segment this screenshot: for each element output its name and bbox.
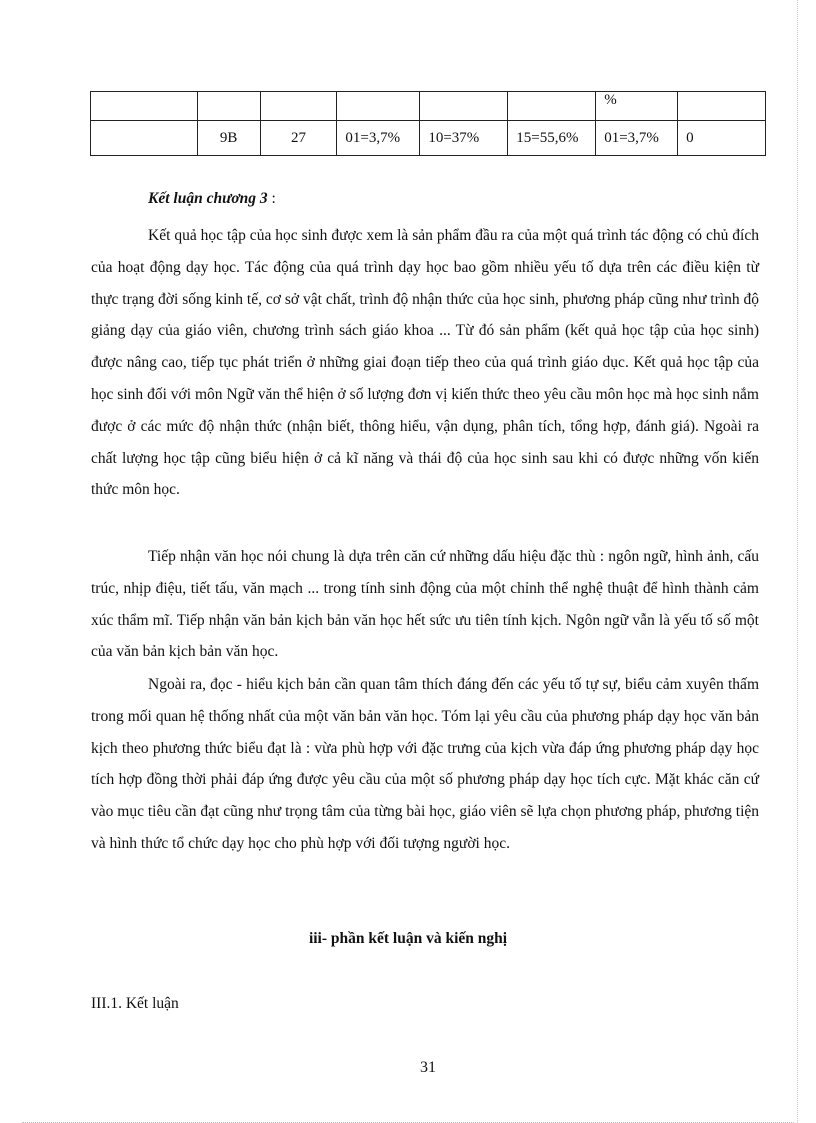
table-cell xyxy=(91,121,198,156)
results-table xyxy=(90,91,766,156)
table-cell: 01=3,7% xyxy=(596,121,678,156)
table-cell xyxy=(91,92,198,121)
paragraph-block xyxy=(91,541,759,668)
page-number: 31 xyxy=(420,1059,436,1076)
table-cell xyxy=(197,92,260,121)
table-cell xyxy=(337,92,420,121)
paragraph: Ngoài ra, đọc - hiểu kịch bản cần quan tâm thích đáng đến các yếu tố tự sự, biểu cảm xuyên thấm trong mối quan hệ thống nhất của một văn bản văn học. Tóm lại yêu cầu của phương pháp dạy học văn bản kịch theo phương thức biểu đạt là : vừa phù hợp với đặc trưng của kịch vừa đáp ứng phương pháp dạy học tích hợp đồng thời phải đáp ứng được yêu cầu của một số phương pháp dạy học tích cực. Mặt khác căn cứ vào mục tiêu cần đạt cũng như trọng tâm của từng bài học, giáo viên sẽ lựa chọn phương pháp, phương tiện và hình thức tổ chức dạy học cho phù hợp với đối tượng người học. xyxy=(91,676,759,852)
page-edge-right xyxy=(797,0,798,1123)
subsection-title: III.1. Kết luận xyxy=(91,995,179,1012)
paragraph: Kết quả học tập của học sinh được xem là sản phẩm đầu ra của một quá trình tác động có chủ đích của hoạt động dạy học. Tác động của quá trình dạy học bao gồm nhiều yếu tố dựa trên các điều kiện từ thực trạng đời sống kinh tế, cơ sở vật chất, trình độ nhận thức của học sinh, phương pháp cũng như trình độ giảng dạy của giáo viên, chương trình sách giáo khoa ... Từ đó sản phẩm (kết quả học tập của học sinh) được nâng cao, tiếp tục phát triển ở những giai đoạn tiếp theo của quá trình giáo dục. Kết quả học tập của học sinh đối với môn Ngữ văn thể hiện ở số lượng đơn vị kiến thức theo yêu cầu môn học mà học sinh nắm được ở các mức độ nhận thức (nhận biết, thông hiểu, vận dụng, phân tích, tổng hợp, đánh giá). Ngoài ra chất lượng học tập cũng biểu hiện ở cả kĩ năng và thái độ của học sinh sau khi có được những vốn kiến thức môn học. xyxy=(91,227,759,499)
table-row xyxy=(91,121,766,156)
table-cell: 01=3,7% xyxy=(337,121,420,156)
heading-suffix: : xyxy=(267,190,276,207)
table-cell xyxy=(420,92,508,121)
paragraph-block xyxy=(91,220,759,506)
total-cell: 27 xyxy=(260,121,337,156)
table-row xyxy=(91,92,766,121)
table-cell: 0 xyxy=(678,121,766,156)
paragraph: Tiếp nhận văn học nói chung là dựa trên căn cứ những dấu hiệu đặc thù : ngôn ngữ, hình ảnh, cấu trúc, nhịp điệu, tiết tấu, văn mạch ... trong tính sinh động của một chỉnh thể nghệ thuật để hình thành cảm xúc thẩm mĩ. Tiếp nhận văn bản kịch bản văn học hết sức ưu tiên tính kịch. Ngôn ngữ vẫn là yếu tố số một của văn bản kịch bản văn học. xyxy=(91,548,759,661)
table-cell xyxy=(508,92,596,121)
table-cell xyxy=(260,92,337,121)
table-cell: 15=55,6% xyxy=(508,121,596,156)
paragraph-block xyxy=(91,669,759,860)
heading-title: Kết luận chương 3 xyxy=(148,190,268,207)
section-title: iii- phần kết luận và kiến nghị xyxy=(308,930,508,947)
table-cell: % xyxy=(596,92,678,121)
table-cell xyxy=(678,92,766,121)
class-cell: 9B xyxy=(197,121,260,156)
chapter-conclusion-heading xyxy=(148,190,276,208)
table-cell: 10=37% xyxy=(420,121,508,156)
